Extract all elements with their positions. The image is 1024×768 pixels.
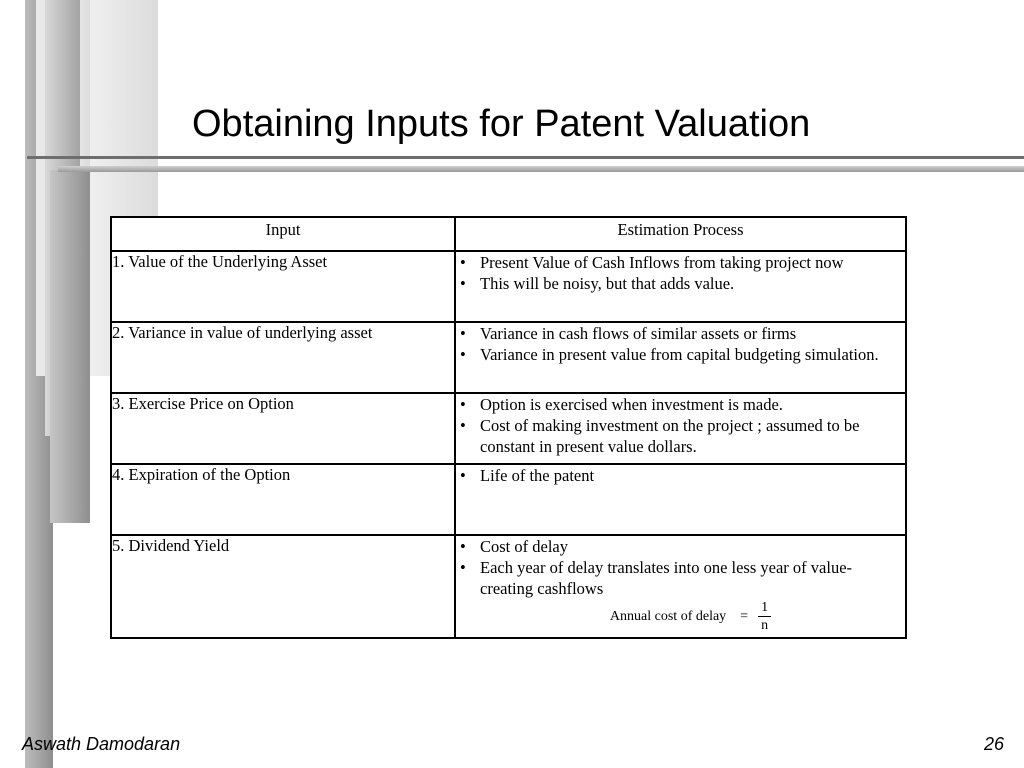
bullet-item: • Option is exercised when investment is made. — [480, 394, 905, 415]
table-row — [111, 251, 906, 322]
formula-numerator: 1 — [758, 599, 771, 617]
table-row — [111, 393, 906, 464]
table-row — [111, 322, 906, 393]
bullet-item: • Cost of making investment on the project ; assumed to be constant in present value dollars. — [480, 415, 905, 457]
process-cell — [455, 251, 906, 322]
table-row — [111, 464, 906, 535]
input-cell: 1. Value of the Underlying Asset — [111, 251, 455, 322]
footer-author: Aswath Damodaran — [22, 734, 181, 754]
input-cell: 2. Variance in value of underlying asset — [111, 322, 455, 393]
bullet-item: • Variance in present value from capital budgeting simulation. — [480, 344, 905, 365]
inputs-table — [110, 216, 907, 639]
bullet-item: • Cost of delay — [480, 536, 905, 557]
bullet-item: • Each year of delay translates into one less year of value-creating cashflows — [480, 557, 905, 599]
formula-equals: = — [740, 608, 749, 624]
process-cell — [455, 322, 906, 393]
process-cell — [455, 535, 906, 638]
table-row — [111, 535, 906, 638]
formula-label: Annual cost of delay — [609, 608, 727, 624]
process-cell — [455, 464, 906, 535]
bullet-item: • Present Value of Cash Inflows from taking project now — [480, 252, 905, 273]
bullet-list — [456, 323, 905, 365]
bullet-list — [456, 394, 905, 457]
column-header-estimation: Estimation Process — [455, 217, 906, 251]
input-cell: 5. Dividend Yield — [111, 535, 455, 638]
decorative-bar — [50, 170, 90, 523]
process-cell — [455, 393, 906, 464]
column-header-input: Input — [111, 217, 455, 251]
cost-of-delay-formula — [456, 599, 905, 634]
bullet-list — [456, 252, 905, 294]
bullet-list — [456, 536, 905, 599]
bullet-item: • Variance in cash flows of similar assets or firms — [480, 323, 905, 344]
page-number: 26 — [983, 734, 1004, 754]
input-cell: 3. Exercise Price on Option — [111, 393, 455, 464]
bullet-item: • Life of the patent — [480, 465, 905, 486]
bullet-list — [456, 465, 905, 486]
formula-fraction — [758, 599, 771, 634]
formula-denominator: n — [761, 618, 769, 633]
table-header-row — [111, 217, 906, 251]
slide-title: Obtaining Inputs for Patent Valuation — [192, 103, 811, 145]
bullet-item: • This will be noisy, but that adds value. — [480, 273, 905, 294]
title-divider-shadow — [58, 166, 1024, 172]
title-divider-line — [27, 156, 1024, 159]
input-cell: 4. Expiration of the Option — [111, 464, 455, 535]
